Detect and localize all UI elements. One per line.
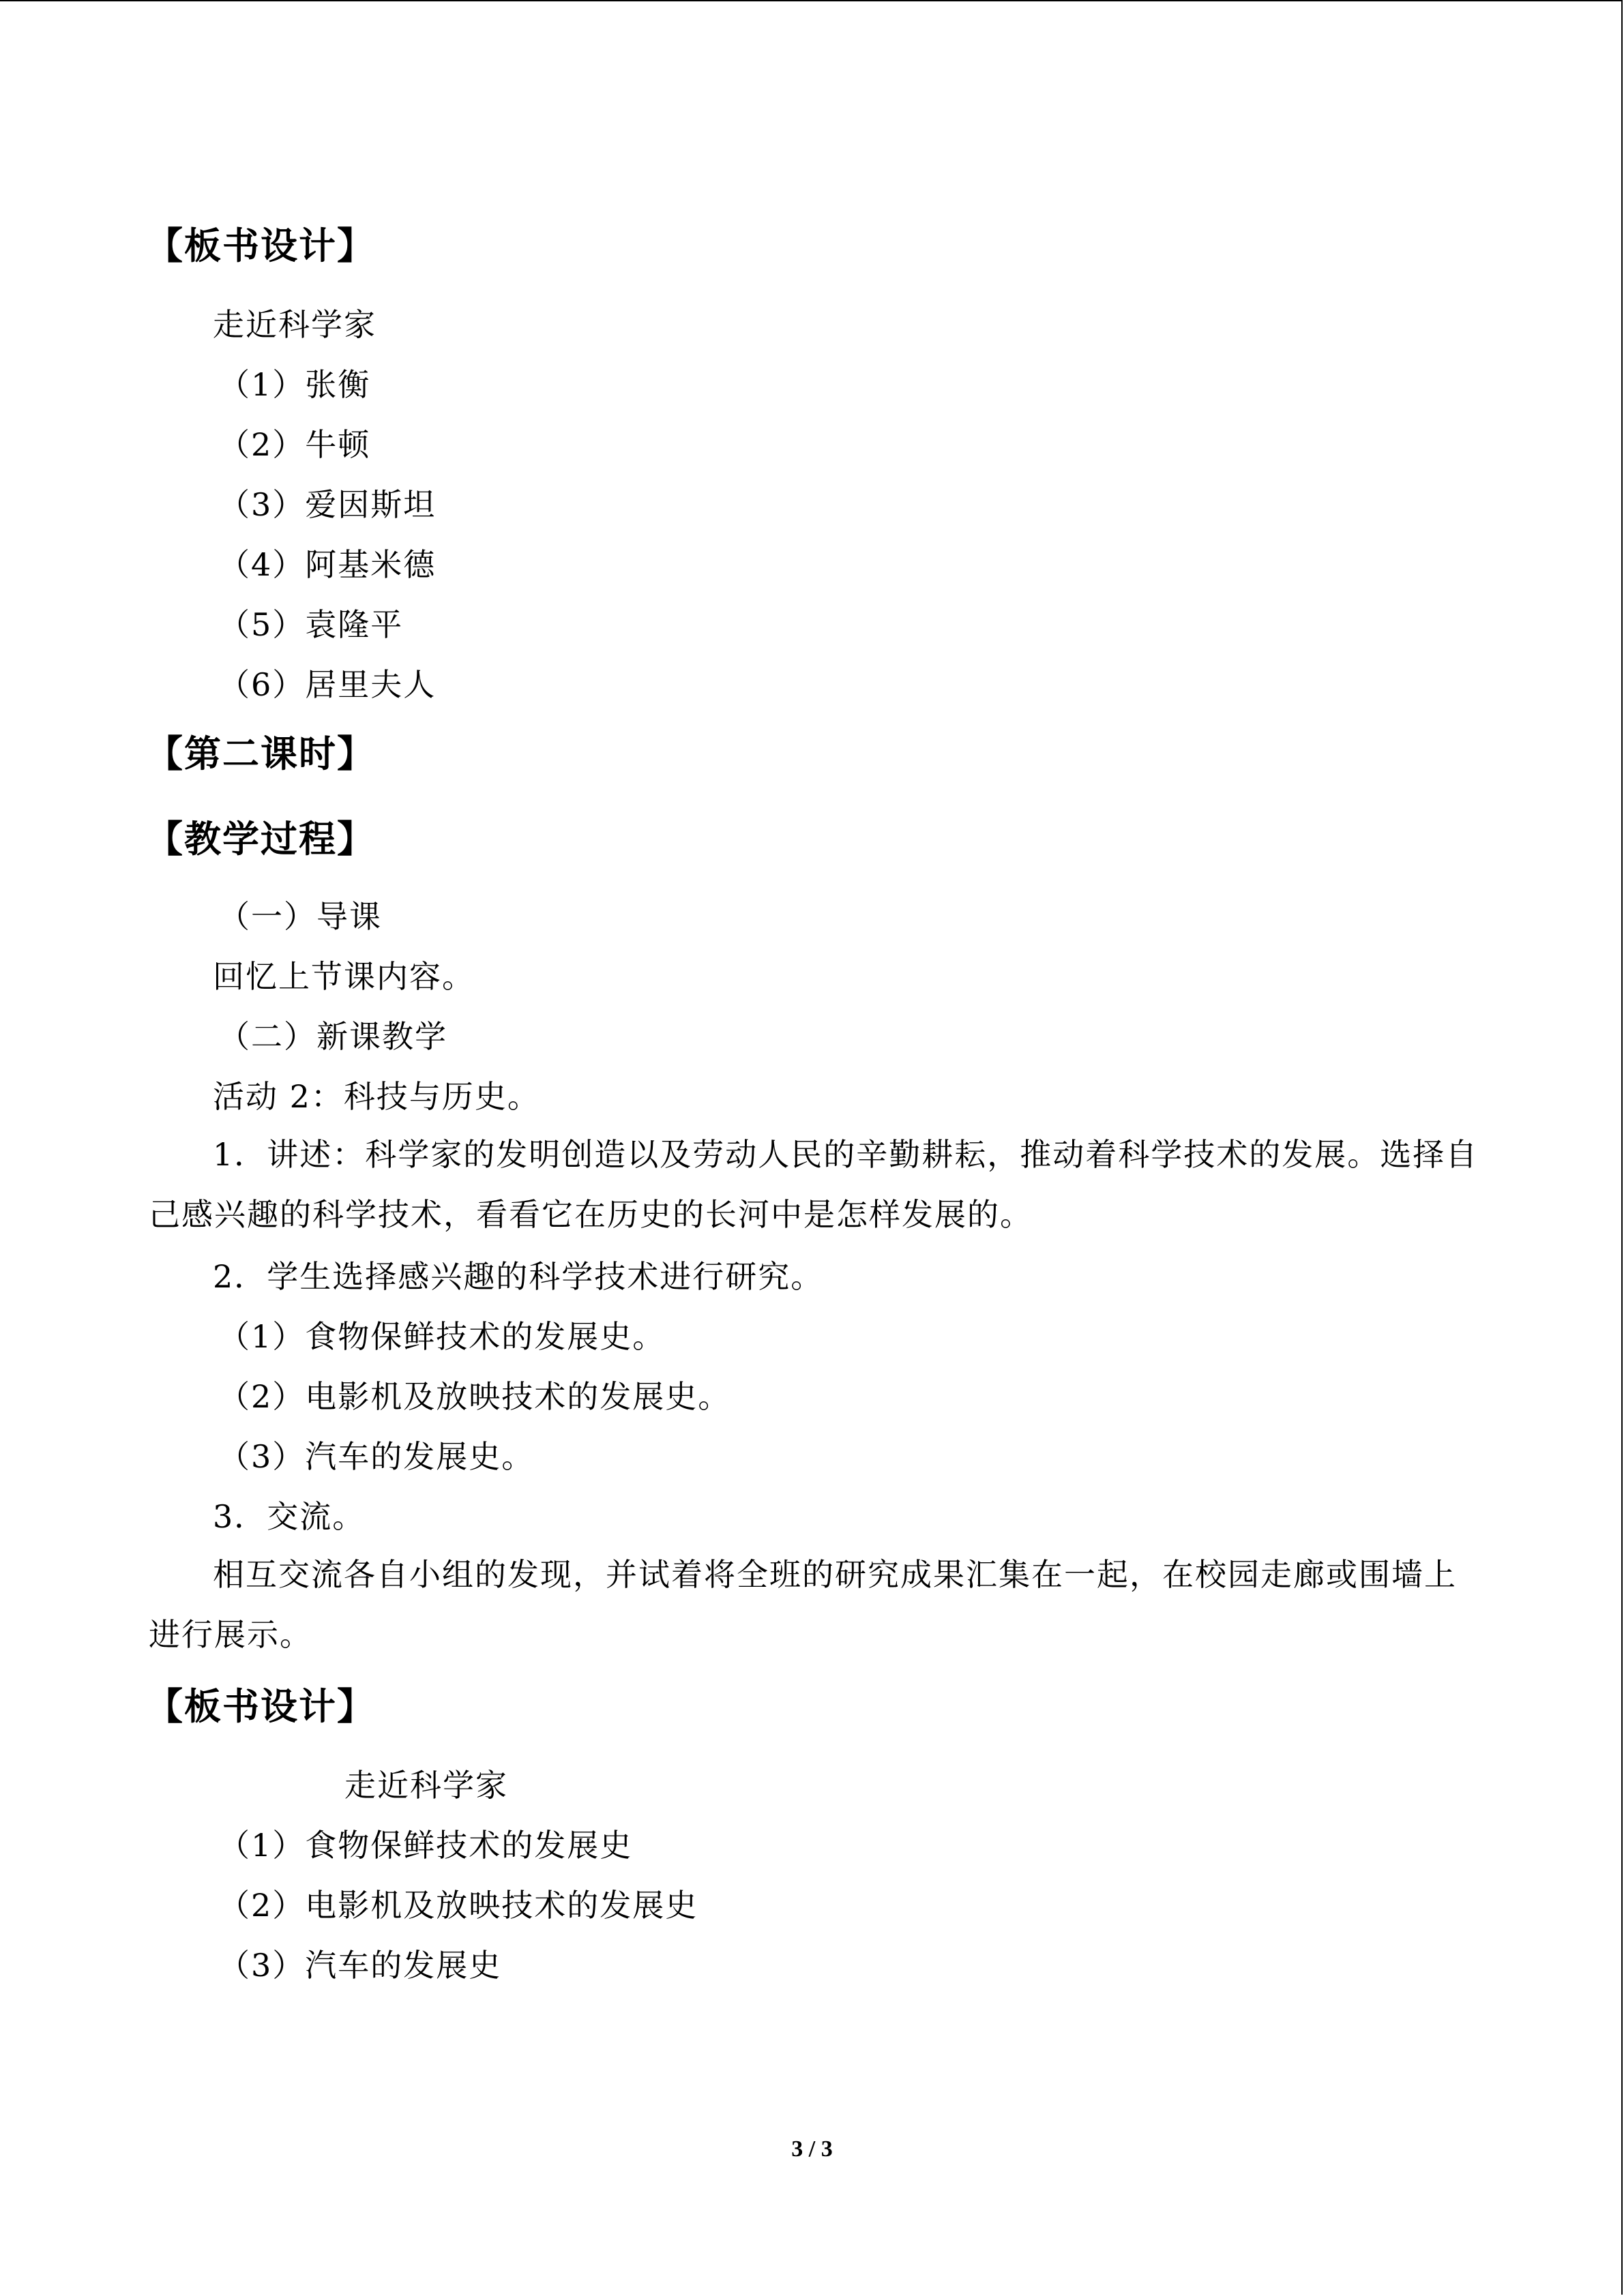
section-heading-board-design: 【板书设计】 [146,1685,375,1728]
section-heading-board-design: 【板书设计】 [146,224,375,267]
list-item: （3）爱因斯坦 [218,486,437,523]
list-item: （3）汽车的发展史 [218,1947,502,1984]
step3-paragraph: 相互交流各自小组的发现，并试着将全班的研究成果汇集在一起，在校园走廊或围墙上进行展示。 [149,1556,1457,1653]
list-item: （1）张衡 [218,366,371,403]
section-heading-second-lesson: 【第二课时】 [146,732,375,775]
intro-label: （一）导课 [218,898,382,935]
list-item: （3）汽车的发展史。 [218,1438,535,1475]
step2-text: 2．学生选择感兴趣的科学技术进行研究。 [213,1258,824,1295]
section-heading-teaching-process: 【教学过程】 [146,818,375,861]
step3-text: 3．交流。 [213,1498,366,1535]
board-title: 走近科学家 [213,306,377,343]
board-title: 走近科学家 [344,1767,508,1804]
list-item: （1）食物保鲜技术的发展史。 [218,1318,666,1355]
page-number: 3 / 3 [791,2136,833,2162]
list-item: （4）阿基米德 [218,546,437,583]
activity-title: 活动 2：科技与历史。 [213,1078,540,1115]
list-item: （1）食物保鲜技术的发展史 [218,1827,633,1864]
step1-paragraph: 1．讲述：科学家的发明创造以及劳动人民的辛勤耕耘，推动着科学技术的发展。选择自己感兴趣的科学技术，看看它在历史的长河中是怎样发展的。 [149,1136,1479,1233]
intro-text: 回忆上节课内容。 [213,958,475,995]
list-item: （6）居里夫人 [218,666,437,703]
new-lesson-label: （二）新课教学 [218,1018,447,1055]
list-item: （2）牛顿 [218,426,371,463]
list-item: （5）袁隆平 [218,606,404,643]
list-item: （2）电影机及放映技术的发展史。 [218,1378,731,1415]
list-item: （2）电影机及放映技术的发展史 [218,1887,698,1924]
